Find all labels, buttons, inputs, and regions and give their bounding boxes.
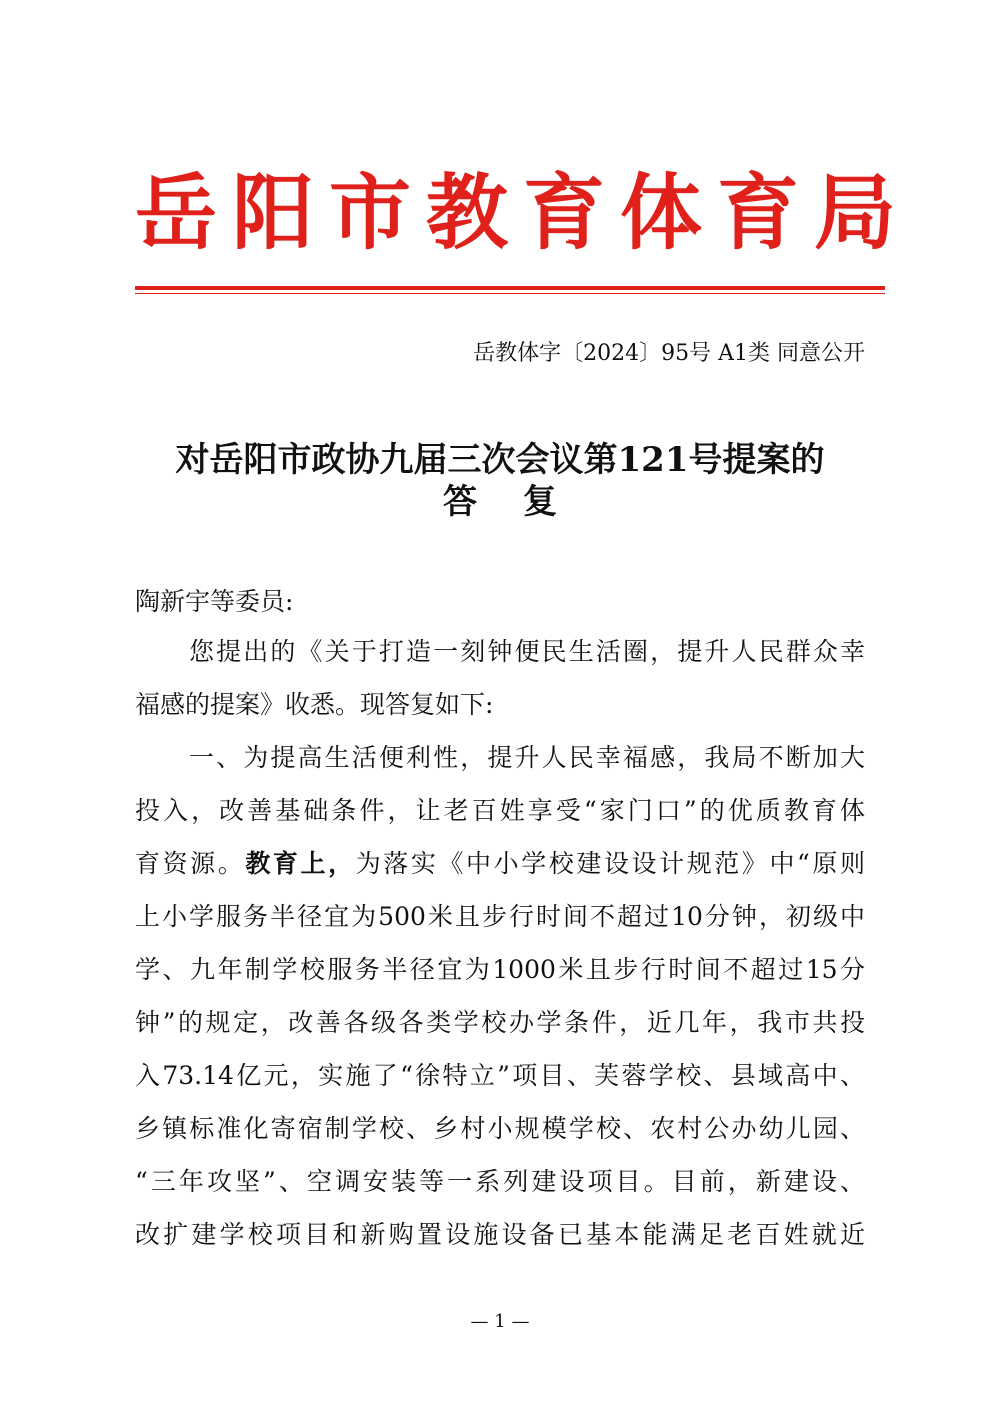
- paragraph-2-line-3-suffix: 为落实《中小学校建设设计规范》中“原则: [355, 849, 865, 878]
- paragraph-2-line-3-prefix: 育资源。: [135, 849, 246, 878]
- document-title-line-1: 对岳阳市政协九届三次会议第121号提案的: [175, 440, 825, 480]
- paragraph-2-line-6: 钟”的规定，改善各级各类学校办学条件，近几年，我市共投: [135, 1008, 865, 1037]
- document-number: 岳教体字〔2024〕95号 A1类 同意公开: [473, 341, 865, 366]
- paragraph-1-line-2: 福感的提案》收悉。现答复如下:: [135, 690, 494, 719]
- paragraph-2-line-1: 一、为提高生活便利性，提升人民幸福感，我局不断加大: [189, 743, 865, 772]
- paragraph-2-line-7: 入73.14亿元，实施了“徐特立”项目、芙蓉学校、县域高中、: [135, 1061, 865, 1090]
- masthead-red-rule-thin: [135, 293, 885, 294]
- paragraph-1-line-1: 您提出的《关于打造一刻钟便民生活圈，提升人民群众幸: [189, 637, 865, 666]
- paragraph-2-line-9: “三年攻坚”、空调安装等一系列建设项目。目前，新建设、: [135, 1167, 865, 1196]
- paragraph-2-line-10: 改扩建学校项目和新购置设施设备已基本能满足老百姓就近: [135, 1220, 865, 1249]
- paragraph-2-line-8: 乡镇标准化寄宿制学校、乡村小规模学校、农村公办幼儿园、: [135, 1114, 865, 1143]
- salutation: 陶新宇等委员:: [135, 587, 294, 616]
- paragraph-2: [135, 731, 865, 1261]
- paragraph-2-line-2: 投入，改善基础条件，让老百姓享受“家门口”的优质教育体: [135, 796, 865, 825]
- document-title-line-2: 答复: [443, 482, 603, 522]
- paragraph-2-line-4: 上小学服务半径宜为500米且步行时间不超过10分钟，初级中: [135, 902, 865, 931]
- masthead-red-rule-thick: [135, 286, 885, 290]
- paragraph-2-line-3: [135, 837, 865, 890]
- paragraph-1: [135, 625, 865, 731]
- emphasis-education: 教育上，: [245, 849, 356, 878]
- paragraph-2-line-5: 学、九年制学校服务半径宜为1000米且步行时间不超过15分: [135, 955, 865, 984]
- masthead-org-name: 岳阳市教育体育局: [135, 165, 912, 261]
- page-number: — 1 —: [470, 1311, 530, 1332]
